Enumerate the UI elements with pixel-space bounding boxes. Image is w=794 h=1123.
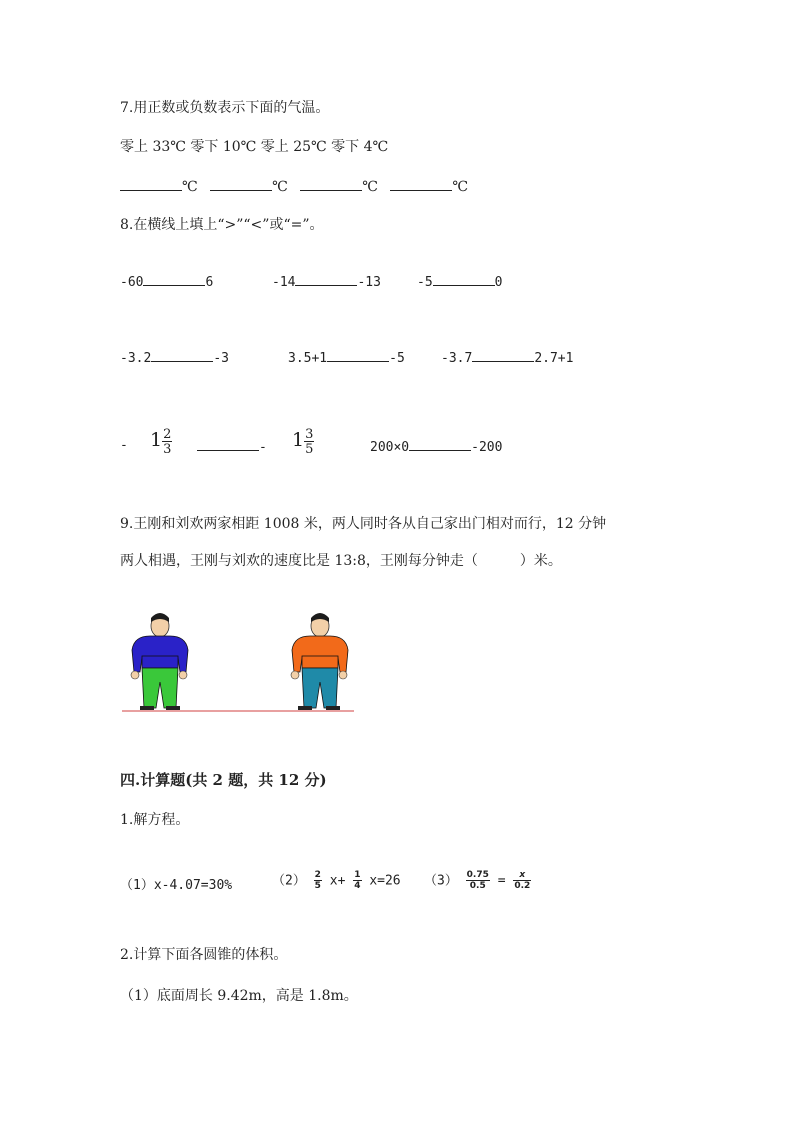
q7-temps-row (120, 138, 388, 156)
temp-1: 零上 33℃ (120, 139, 186, 155)
numerator: 2 (314, 870, 321, 880)
q8-row1-item2 (272, 272, 381, 292)
fraction (162, 428, 172, 456)
answer-blank[interactable] (120, 177, 182, 191)
denominator: 0.2 (514, 881, 531, 891)
unit: ℃ (272, 179, 288, 195)
temp-3: 零上 25℃ (260, 139, 327, 155)
right-value: -13 (357, 275, 381, 290)
s4-q2-item1: （1）底面周长 9.42m，高是 1.8m。 (120, 988, 358, 1004)
q9-line2: 两人相遇，王刚与刘欢的速度比是 13:8，王刚每分钟走（ ）米。 (120, 553, 562, 569)
comparison-blank[interactable] (409, 437, 471, 451)
numerator: 0.75 (466, 870, 489, 880)
left-value: -60 (120, 275, 144, 290)
fraction (353, 871, 361, 891)
q8-row1-item3 (417, 272, 502, 292)
q8-row3-blank-group (197, 437, 267, 457)
q7-answer-row (120, 177, 468, 196)
right-value: 2.7+1 (534, 351, 574, 366)
q8-title: 8.在横线上填上“>”“<”或“=”。 (120, 217, 324, 233)
eq-mid: x+ (329, 873, 346, 889)
equals-sign: = (497, 873, 506, 889)
fraction (513, 871, 531, 891)
fraction (304, 428, 314, 456)
whole-part: 1 (292, 429, 305, 451)
unit: ℃ (182, 179, 198, 195)
denominator: 4 (354, 881, 361, 891)
left-value: -3.7 (441, 351, 473, 366)
right-value: 0 (494, 275, 503, 290)
left-value: -5 (417, 275, 433, 290)
comparison-blank[interactable] (197, 437, 259, 451)
fraction (466, 871, 490, 891)
comparison-blank[interactable] (143, 272, 205, 286)
pants (142, 668, 178, 708)
denominator: 5 (314, 881, 321, 891)
equation-3 (424, 871, 531, 891)
temp-2: 零下 10℃ (190, 139, 257, 155)
comparison-blank[interactable] (151, 348, 213, 362)
left-value: 200×0 (370, 440, 410, 455)
numerator: 3 (305, 427, 314, 442)
answer-blank[interactable] (300, 177, 362, 191)
left-value: -14 (272, 275, 296, 290)
equation-1: （1）x-4.07=30% (120, 878, 233, 893)
denominator: 3 (163, 442, 172, 457)
q8-row3-expr (370, 437, 502, 457)
q8-row2-item2 (288, 348, 405, 368)
comparison-blank[interactable] (472, 348, 534, 362)
eq-suffix: x=26 (369, 873, 401, 889)
temp-4: 零下 4℃ (331, 139, 389, 155)
section-4-title: 四.计算题(共 2 题，共 12 分) (120, 771, 327, 789)
mixed-number-1 (150, 428, 172, 456)
equation-2 (272, 871, 401, 891)
fraction (314, 871, 322, 891)
answer-blank[interactable] (210, 177, 272, 191)
s4-q2-title: 2.计算下面各圆锥的体积。 (120, 947, 288, 963)
comparison-blank[interactable] (295, 272, 357, 286)
q9-line1: 9.王刚和刘欢两家相距 1008 米，两人同时各从自己家出门相对而行，12 分钟 (120, 516, 607, 532)
answer-blank[interactable] (390, 177, 452, 191)
right-value: 6 (205, 275, 214, 290)
mixed-number-2 (292, 428, 314, 456)
q8-row1-item1 (120, 272, 213, 292)
person-left (131, 613, 188, 710)
walking-people-illustration (120, 600, 360, 718)
q8-row2-item1 (120, 348, 229, 368)
q8-row2-item3 (441, 348, 573, 368)
eq-prefix: （3） (424, 873, 458, 889)
numerator: x (519, 870, 526, 880)
unit: ℃ (362, 179, 378, 195)
neg-sign: - (259, 440, 267, 455)
right-value: -5 (389, 351, 405, 366)
left-value: 3.5+1 (288, 351, 328, 366)
numerator: 2 (163, 427, 172, 442)
whole-part: 1 (150, 429, 163, 451)
person-right (291, 613, 348, 710)
right-value: -3 (213, 351, 229, 366)
pants (302, 668, 338, 708)
unit: ℃ (452, 179, 469, 195)
q8-row3-neg1: - (120, 438, 128, 453)
right-value: -200 (471, 440, 503, 455)
denominator: 5 (305, 442, 314, 457)
s4-q1-title: 1.解方程。 (120, 812, 190, 828)
denominator: 0.5 (466, 880, 490, 891)
comparison-blank[interactable] (433, 272, 495, 286)
numerator: 1 (354, 870, 361, 880)
eq-prefix: （2） (272, 873, 306, 889)
comparison-blank[interactable] (327, 348, 389, 362)
left-value: -3.2 (120, 351, 152, 366)
q7-title: 7.用正数或负数表示下面的气温。 (120, 100, 330, 116)
